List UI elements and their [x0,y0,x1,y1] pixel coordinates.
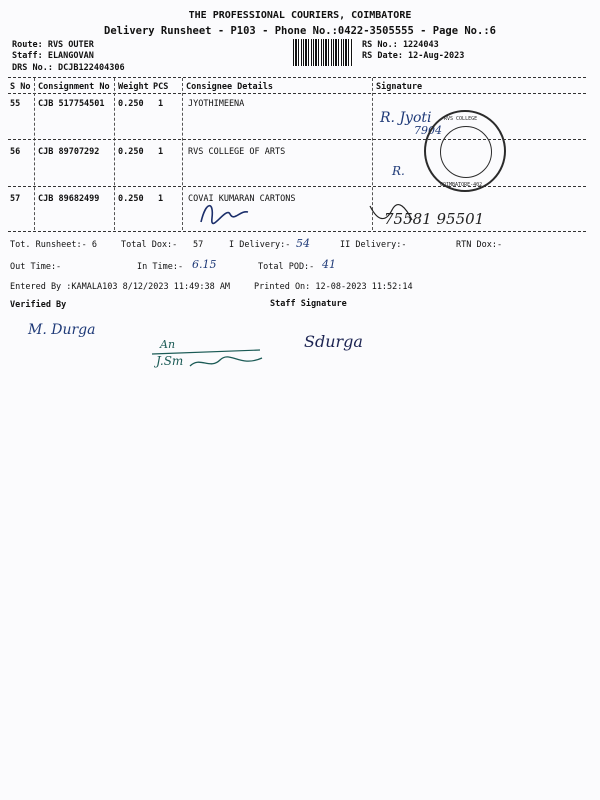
middle-signature-top: An [160,338,176,351]
table-top-rule [8,77,586,78]
row-rule [8,186,586,187]
row57-scribble-signature [196,196,256,226]
company-title: THE PROFESSIONAL COURIERS, COIMBATORE [188,10,412,21]
col-sep [182,78,183,230]
row-consignment: CJB 89707292 [38,147,100,157]
in-time-label: In Time:- [137,262,184,272]
staff-label: Staff: ELANGOVAN [12,51,94,61]
total-dox-label: Total Dox:- [121,240,178,250]
i-delivery-handwritten: 54 [296,237,310,250]
middle-signature-bottom: J.Sm [156,354,184,368]
college-seal-stamp: RVS COLLEGE COIMBATORE-402 [424,110,506,192]
verified-by-label: Verified By [10,300,67,310]
row-consignment: CJB 517754501 [38,99,105,109]
row-pcs: 1 [158,99,164,109]
entered-by: Entered By :KAMALA103 8/12/2023 11:49:38 AM [10,282,231,292]
row-consignee: RVS COLLEGE OF ARTS [188,147,286,157]
table-header-rule [8,93,586,94]
row-weight: 0.250 [118,147,144,157]
row55-signature: R. Jyoti [380,110,432,126]
rs-date: RS Date: 12-Aug-2023 [362,51,465,61]
row-sno: 57 [10,194,21,204]
staff-signature-scribble: Sdurga [304,332,363,351]
row-consignee: JYOTHIMEENA [188,99,245,109]
row57-phone-handwritten: 75581 95501 [384,210,485,228]
col-consignment: Consignment No [38,82,110,92]
barcode-image [293,39,353,66]
row-weight: 0.250 [118,99,144,109]
col-sno: S No [10,82,31,92]
ii-delivery-label: II Delivery:- [340,240,407,250]
col-sep [34,78,35,230]
row-consignment: CJB 89682499 [38,194,100,204]
rs-number: RS No.: 1224043 [362,40,439,50]
row-weight: 0.250 [118,194,144,204]
row-pcs: 1 [158,147,164,157]
drs-number: DRS No.: DCJB122404306 [12,63,125,73]
col-sep [114,78,115,230]
printed-on: Printed On: 12-08-2023 11:52:14 [254,282,413,292]
route-label: Route: RVS OUTER [12,40,94,50]
total-dox-value: 57 [193,240,204,250]
col-pcs: PCS [153,82,169,92]
in-time-handwritten: 6.15 [192,258,217,271]
total-runsheet: Tot. Runsheet:- 6 [10,240,97,250]
verifier-signature: M. Durga [28,322,96,338]
row-sno: 56 [10,147,21,157]
col-consignee: Consignee Details [186,82,273,92]
table-bottom-rule [8,231,586,232]
row-consignee: COVAI KUMARAN CARTONS [188,194,296,204]
row55-phone-handwritten: 7904 [414,124,442,137]
row56-signature: R. [392,164,405,178]
middle-signature-scribble [150,346,270,372]
staff-signature-label: Staff Signature [270,299,347,309]
row-sno: 55 [10,99,21,109]
runsheet-subtitle: Delivery Runsheet - P103 - Phone No.:0422-3505555 - Page No.:6 [104,25,496,37]
out-time-label: Out Time:- [10,262,62,272]
total-pod-label: Total POD:- [258,262,315,272]
total-pod-handwritten: 41 [322,258,336,271]
col-signature: Signature [376,82,423,92]
rtn-dox-label: RTN Dox:- [456,240,503,250]
row-pcs: 1 [158,194,164,204]
row57-scribble-mark [366,200,416,226]
col-weight: Weight [118,82,149,92]
i-delivery-label: I Delivery:- [229,240,291,250]
